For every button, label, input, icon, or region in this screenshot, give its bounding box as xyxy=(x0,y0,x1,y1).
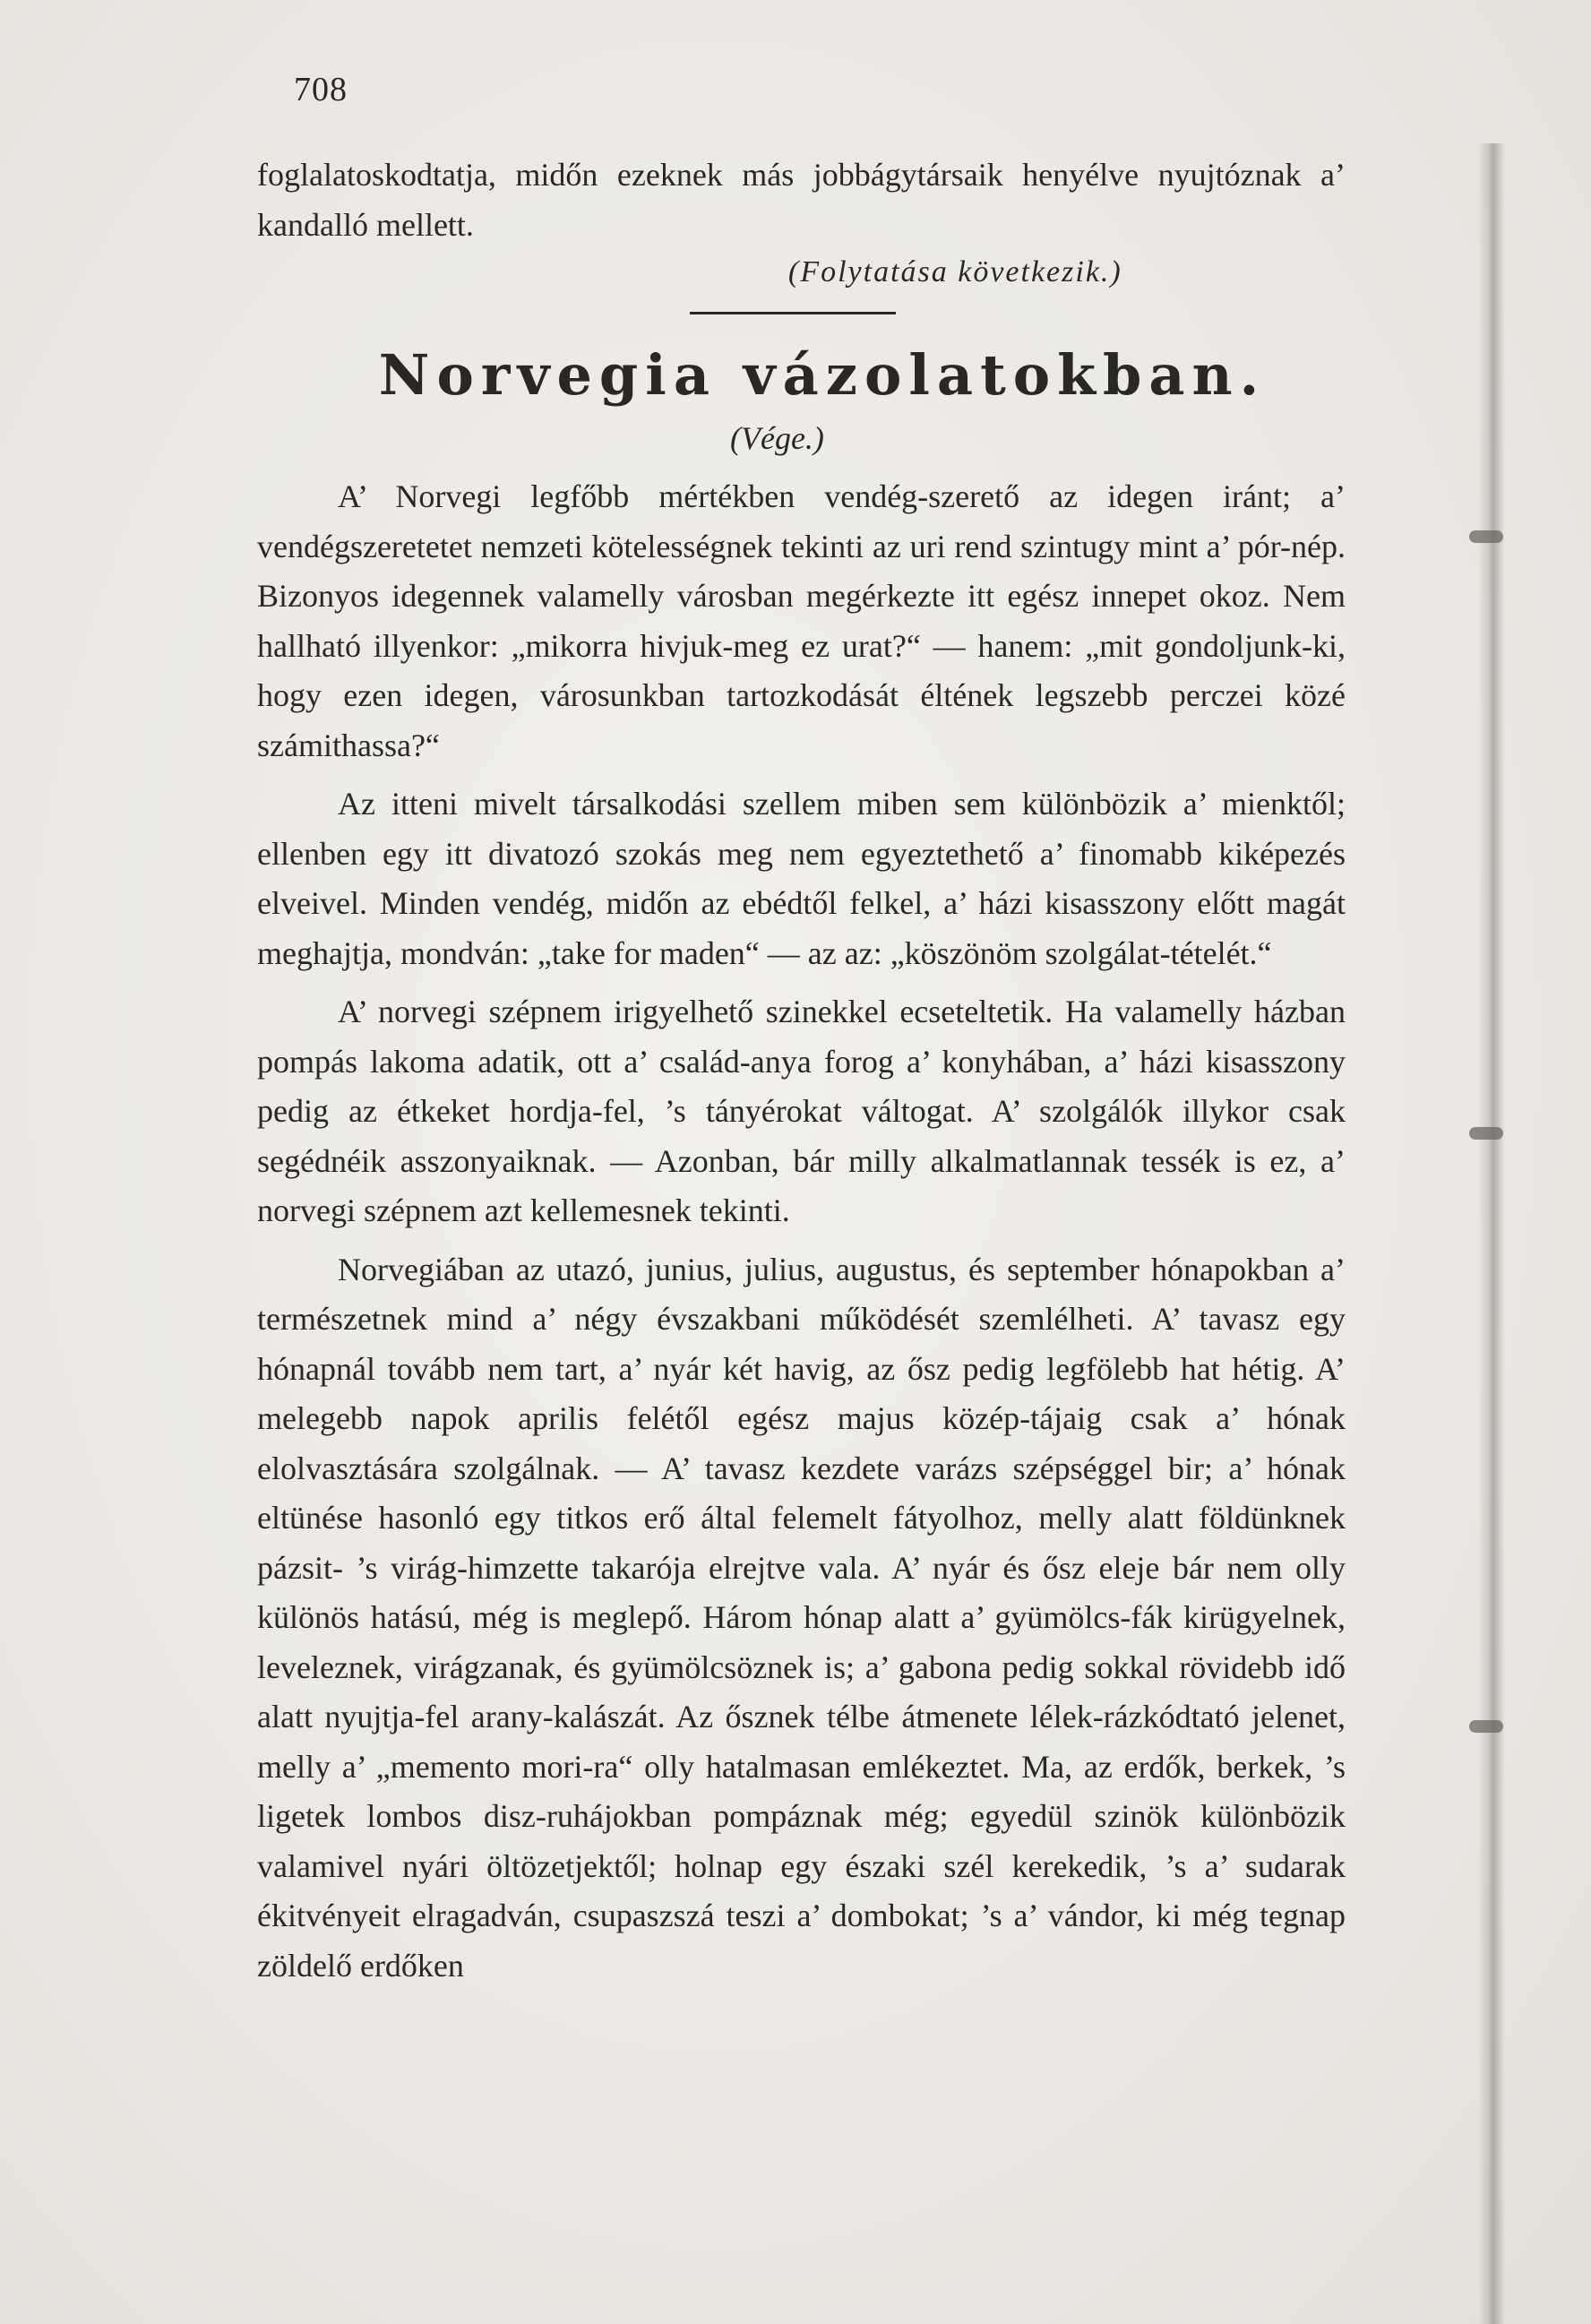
article-body xyxy=(257,472,1346,1991)
binding-stitch xyxy=(1469,1127,1503,1140)
paragraph: A’ norvegi szépnem irigyelhető szinekkel ecseteltetik. Ha valamelly házban pompás lakoma adatik, ott a’ család-anya forog a’ konyhában, a’ házi kisasszony pedig az étkeket hordja-fel, ’s tányérokat váltogat. A’ szolgálók illykor csak segédnéik asszonyaiknak. — Azonban, bár milly alkalmatlannak tessék is ez, a’ norvegi szépnem azt kellemesnek tekinti. xyxy=(257,994,1346,1228)
binding-stitch xyxy=(1469,530,1503,543)
binding-stitch xyxy=(1469,1720,1503,1733)
paragraph: Norvegiában az utazó, junius, julius, augustus, és september hónapokban a’ természetnek mind a’ négy évszakbani működését szemlélheti. A’ tavasz egy hónapnál tovább nem tart, a’ nyár két havig, az ősz pedig legfölebb hat hétig. A’ melegebb napok aprilis felétől egész majus közép-tájaig csak a’ hónak elolvasztására szolgálnak. — A’ tavasz kezdete varázs szépséggel bir; a’ hónak eltünése hasonló egy titkos erő által felemelt fátyolhoz, melly alatt földünknek pázsit- ’s virág-himzette takarója elrejtve vala. A’ nyár és ősz eleje bár nem olly különös hatású, még is meglepő. Három hónap alatt a’ gyümölcs-fák kirügyelnek, leveleznek, virágzanak, és gyümölcsöznek is; a’ gabona pedig sokkal rövidebb idő alatt nyujtja-fel arany-kalászát. Az ősznek télbe átmenete lélek-rázkódtató jelenet, melly a’ „memento mori-ra“ olly hatalmasan emlékeztet. Ma, az erdők, berkek, ’s ligetek lombos disz-ruhájokban pompáznak még; egyedül szinök különbözik valamivel nyári öltözetjektől; holnap egy északi szél kerekedik, ’s a’ sudarak ékitvényeit elragadván, csupaszszá teszi a’ dombokat; ’s a’ vándor, ki még tegnap zöldelő erdőken xyxy=(257,1251,1346,1984)
continued-text-block xyxy=(257,151,1346,250)
section-divider xyxy=(690,312,896,314)
page-binding-shadow xyxy=(1478,143,1505,2324)
article-title: Norvegia vázolatokban. xyxy=(378,342,1267,408)
continuation-note: (Folytatása következik.) xyxy=(788,255,1122,288)
paragraph: Az itteni mivelt társalkodási szellem miben sem különbözik a’ mienktől; ellenben egy itt divatozó szokás meg nem egyeztethető a’ finomabb kiképezés elveivel. Minden vendég, midőn az ebédtől felkel, a’ házi kisasszony előtt magát meghajtja, mondván: „take for maden“ — az az: „köszönöm szolgálat-tételét.“ xyxy=(257,786,1346,971)
page-number: 708 xyxy=(294,71,348,108)
paragraph: A’ Norvegi legfőbb mértékben vendég-szerető az idegen iránt; a’ vendégszeretetet nemzeti kötelességnek tekinti az uri rend szintugy mint a’ pór-nép. Bizonyos idegennek valamelly városban megérkezte itt egész innepet okoz. Nem hallható illyenkor: „mikorra hivjuk-meg ez urat?“ — hanem: „mit gondoljunk-ki, hogy ezen idegen, városunkban tartozkodását éltének legszebb perczei közé számithassa?“ xyxy=(257,478,1346,763)
article-subtitle: (Vége.) xyxy=(730,420,824,456)
continued-paragraph: foglalatoskodtatja, midőn ezeknek más jobbágytársaik henyélve nyujtóznak a’ kandalló mellett. xyxy=(257,157,1346,243)
